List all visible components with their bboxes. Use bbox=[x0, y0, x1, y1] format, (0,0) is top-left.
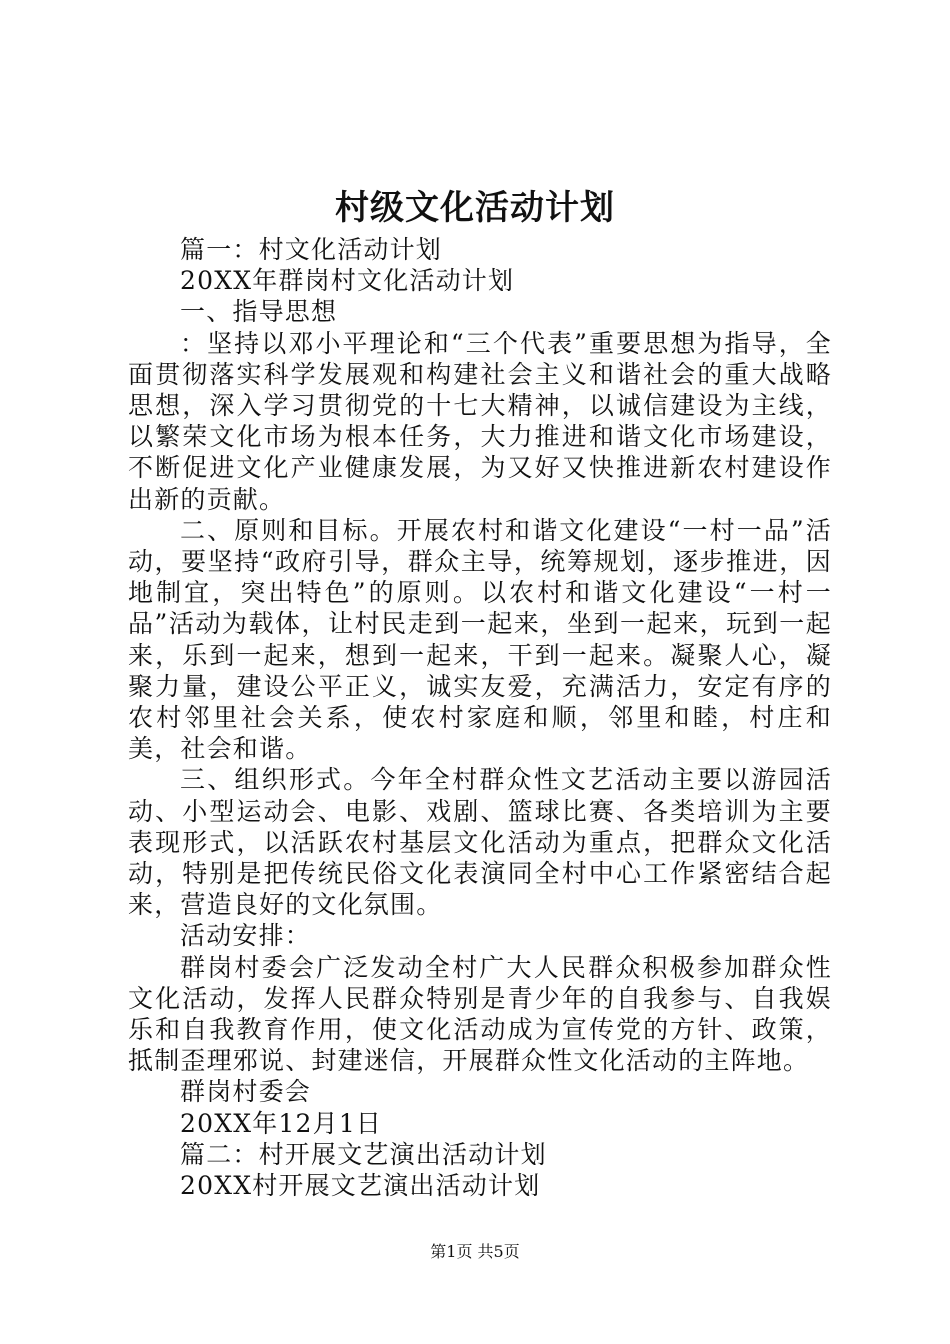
plan-title: 20XX年群岗村文化活动计划 bbox=[180, 266, 515, 296]
paragraph: ：坚持以邓小平理论和“三个代表”重要思想为指导，全面贯彻落实科学发展观和构建社会主义和谐社会的重大战略思想，深入学习贯彻党的十七大精神，以诚信建设为主线，以繁荣文化市场为根本任务，大力推进和谐文化市场建设，不断促进文化产业健康发展，为又好又快推进新农村建设作出新的贡献。 bbox=[128, 328, 832, 514]
subheading: 一、指导思想 bbox=[180, 297, 338, 327]
signature-org: 群岗村委会 bbox=[180, 1077, 312, 1107]
plan-title: 20XX村开展文艺演出活动计划 bbox=[180, 1171, 541, 1201]
section-heading: 篇一：村文化活动计划 bbox=[180, 235, 443, 264]
section-heading: 篇二：村开展文艺演出活动计划 bbox=[180, 1139, 547, 1169]
document-title: 村级文化活动计划 bbox=[335, 188, 615, 228]
paragraph: 二、原则和目标。开展农村和谐文化建设“一村一品”活动，要坚持“政府引导，群众主导，统筹规划，逐步推进，因地制宜，突出特色”的原则。以农村和谐文化建设“一村一品”活动为载体，让村民走到一起来，坐到一起来，玩到一起来，乐到一起来，想到一起来，干到一起来。凝聚人心，凝聚力量，建设公平正义，诚实友爱，充满活力，安定有序的农村邻里社会关系，使农村家庭和顺，邻里和睦，村庄和美，社会和谐。 bbox=[128, 515, 832, 764]
paragraph: 三、组织形式。今年全村群众性文艺活动主要以游园活动、小型运动会、电影、戏剧、篮球比赛、各类培训为主要表现形式，以活跃农村基层文化活动为重点，把群众文化活动，特别是把传统民俗文化表演同全村中心工作紧密结合起来，营造良好的文化氛围。 bbox=[128, 765, 832, 920]
document-body bbox=[128, 234, 832, 1201]
paragraph: 群岗村委会广泛发动全村广大人民群众积极参加群众性文化活动，发挥人民群众特别是青少年的自我参与、自我娱乐和自我教育作用，使文化活动成为宣传党的方针、政策，抵制歪理邪说、封建迷信，开展群众性文化活动的主阵地。 bbox=[128, 952, 832, 1076]
signature-date: 20XX年12月1日 bbox=[180, 1108, 383, 1138]
subheading: 活动安排： bbox=[180, 921, 312, 951]
page-footer: 第1页 共5页 bbox=[430, 1242, 520, 1261]
